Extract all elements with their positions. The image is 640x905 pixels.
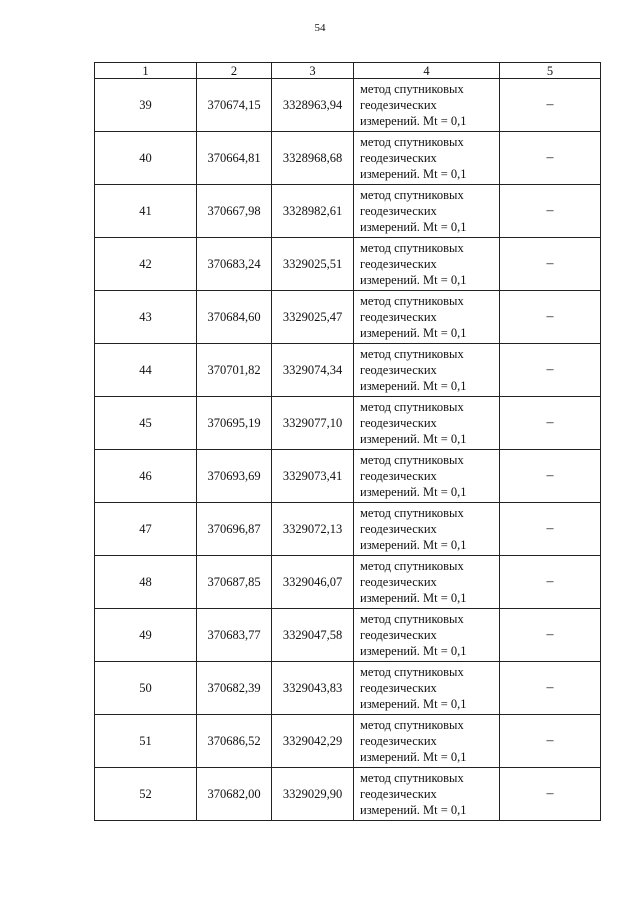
table-row [95, 503, 601, 556]
point-number-cell: 47 [95, 503, 197, 556]
method-cell [354, 450, 500, 503]
y-coordinate-cell: 3328968,68 [272, 132, 354, 185]
method-line: геодезических [360, 257, 437, 271]
method-line: измерений. Mt = 0,1 [360, 538, 467, 552]
table-row [95, 344, 601, 397]
point-number-cell: 40 [95, 132, 197, 185]
method-line: метод спутниковых [360, 82, 464, 96]
method-line: измерений. Mt = 0,1 [360, 697, 467, 711]
y-coordinate-cell: 3329046,07 [272, 556, 354, 609]
point-number-cell: 52 [95, 768, 197, 821]
point-number-cell: 41 [95, 185, 197, 238]
y-coordinate-cell: 3329073,41 [272, 450, 354, 503]
table-row [95, 768, 601, 821]
method-line: геодезических [360, 787, 437, 801]
method-line: измерений. Mt = 0,1 [360, 326, 467, 340]
method-cell [354, 79, 500, 132]
x-coordinate-cell: 370687,85 [197, 556, 272, 609]
note-cell: – [500, 503, 601, 556]
note-cell: – [500, 291, 601, 344]
method-line: метод спутниковых [360, 135, 464, 149]
x-coordinate-cell: 370682,00 [197, 768, 272, 821]
note-cell: – [500, 768, 601, 821]
method-line: геодезических [360, 98, 437, 112]
method-line: измерений. Mt = 0,1 [360, 803, 467, 817]
method-line: метод спутниковых [360, 665, 464, 679]
column-header: 1 [95, 63, 197, 79]
method-cell [354, 556, 500, 609]
note-cell: – [500, 397, 601, 450]
y-coordinate-cell: 3329029,90 [272, 768, 354, 821]
table-row [95, 609, 601, 662]
point-number-cell: 43 [95, 291, 197, 344]
y-coordinate-cell: 3328982,61 [272, 185, 354, 238]
x-coordinate-cell: 370684,60 [197, 291, 272, 344]
method-cell [354, 715, 500, 768]
x-coordinate-cell: 370664,81 [197, 132, 272, 185]
y-coordinate-cell: 3329043,83 [272, 662, 354, 715]
table-body [95, 79, 601, 821]
method-line: метод спутниковых [360, 559, 464, 573]
y-coordinate-cell: 3329074,34 [272, 344, 354, 397]
point-number-cell: 45 [95, 397, 197, 450]
note-cell: – [500, 185, 601, 238]
method-cell [354, 185, 500, 238]
method-cell [354, 238, 500, 291]
method-line: геодезических [360, 363, 437, 377]
method-line: метод спутниковых [360, 241, 464, 255]
method-cell [354, 662, 500, 715]
method-cell [354, 291, 500, 344]
point-number-cell: 46 [95, 450, 197, 503]
method-cell [354, 132, 500, 185]
x-coordinate-cell: 370683,24 [197, 238, 272, 291]
column-header: 3 [272, 63, 354, 79]
method-line: измерений. Mt = 0,1 [360, 379, 467, 393]
table-row [95, 397, 601, 450]
y-coordinate-cell: 3329042,29 [272, 715, 354, 768]
x-coordinate-cell: 370693,69 [197, 450, 272, 503]
method-line: метод спутниковых [360, 771, 464, 785]
method-line: метод спутниковых [360, 453, 464, 467]
method-line: геодезических [360, 204, 437, 218]
point-number-cell: 51 [95, 715, 197, 768]
method-line: метод спутниковых [360, 612, 464, 626]
method-line: геодезических [360, 734, 437, 748]
y-coordinate-cell: 3329077,10 [272, 397, 354, 450]
note-cell: – [500, 556, 601, 609]
x-coordinate-cell: 370701,82 [197, 344, 272, 397]
table-row [95, 185, 601, 238]
point-number-cell: 44 [95, 344, 197, 397]
coordinates-table [94, 62, 601, 821]
method-cell [354, 768, 500, 821]
y-coordinate-cell: 3329072,13 [272, 503, 354, 556]
note-cell: – [500, 715, 601, 768]
method-line: геодезических [360, 310, 437, 324]
column-header: 5 [500, 63, 601, 79]
table-row [95, 79, 601, 132]
method-line: метод спутниковых [360, 188, 464, 202]
method-line: измерений. Mt = 0,1 [360, 485, 467, 499]
method-line: измерений. Mt = 0,1 [360, 432, 467, 446]
method-cell [354, 397, 500, 450]
method-line: метод спутниковых [360, 347, 464, 361]
table-row [95, 238, 601, 291]
x-coordinate-cell: 370696,87 [197, 503, 272, 556]
x-coordinate-cell: 370695,19 [197, 397, 272, 450]
x-coordinate-cell: 370682,39 [197, 662, 272, 715]
table-row [95, 132, 601, 185]
table-header-row [95, 63, 601, 79]
column-header: 2 [197, 63, 272, 79]
table-row [95, 291, 601, 344]
method-line: измерений. Mt = 0,1 [360, 114, 467, 128]
x-coordinate-cell: 370667,98 [197, 185, 272, 238]
note-cell: – [500, 79, 601, 132]
point-number-cell: 50 [95, 662, 197, 715]
y-coordinate-cell: 3329025,51 [272, 238, 354, 291]
method-line: измерений. Mt = 0,1 [360, 273, 467, 287]
method-line: метод спутниковых [360, 506, 464, 520]
table-row [95, 556, 601, 609]
method-cell [354, 609, 500, 662]
table-row [95, 662, 601, 715]
method-line: геодезических [360, 469, 437, 483]
y-coordinate-cell: 3329047,58 [272, 609, 354, 662]
method-line: метод спутниковых [360, 400, 464, 414]
method-line: метод спутниковых [360, 718, 464, 732]
method-line: геодезических [360, 681, 437, 695]
method-line: измерений. Mt = 0,1 [360, 220, 467, 234]
method-line: измерений. Mt = 0,1 [360, 167, 467, 181]
method-line: геодезических [360, 575, 437, 589]
table-row [95, 450, 601, 503]
point-number-cell: 48 [95, 556, 197, 609]
y-coordinate-cell: 3328963,94 [272, 79, 354, 132]
method-line: измерений. Mt = 0,1 [360, 591, 467, 605]
note-cell: – [500, 662, 601, 715]
method-line: геодезических [360, 416, 437, 430]
table-row [95, 715, 601, 768]
method-line: измерений. Mt = 0,1 [360, 750, 467, 764]
method-line: геодезических [360, 522, 437, 536]
column-header: 4 [354, 63, 500, 79]
note-cell: – [500, 238, 601, 291]
x-coordinate-cell: 370686,52 [197, 715, 272, 768]
note-cell: – [500, 609, 601, 662]
x-coordinate-cell: 370683,77 [197, 609, 272, 662]
point-number-cell: 39 [95, 79, 197, 132]
note-cell: – [500, 450, 601, 503]
point-number-cell: 42 [95, 238, 197, 291]
page-number: 54 [314, 22, 326, 34]
x-coordinate-cell: 370674,15 [197, 79, 272, 132]
y-coordinate-cell: 3329025,47 [272, 291, 354, 344]
method-line: метод спутниковых [360, 294, 464, 308]
point-number-cell: 49 [95, 609, 197, 662]
note-cell: – [500, 344, 601, 397]
method-cell [354, 344, 500, 397]
method-cell [354, 503, 500, 556]
note-cell: – [500, 132, 601, 185]
method-line: геодезических [360, 151, 437, 165]
method-line: измерений. Mt = 0,1 [360, 644, 467, 658]
method-line: геодезических [360, 628, 437, 642]
